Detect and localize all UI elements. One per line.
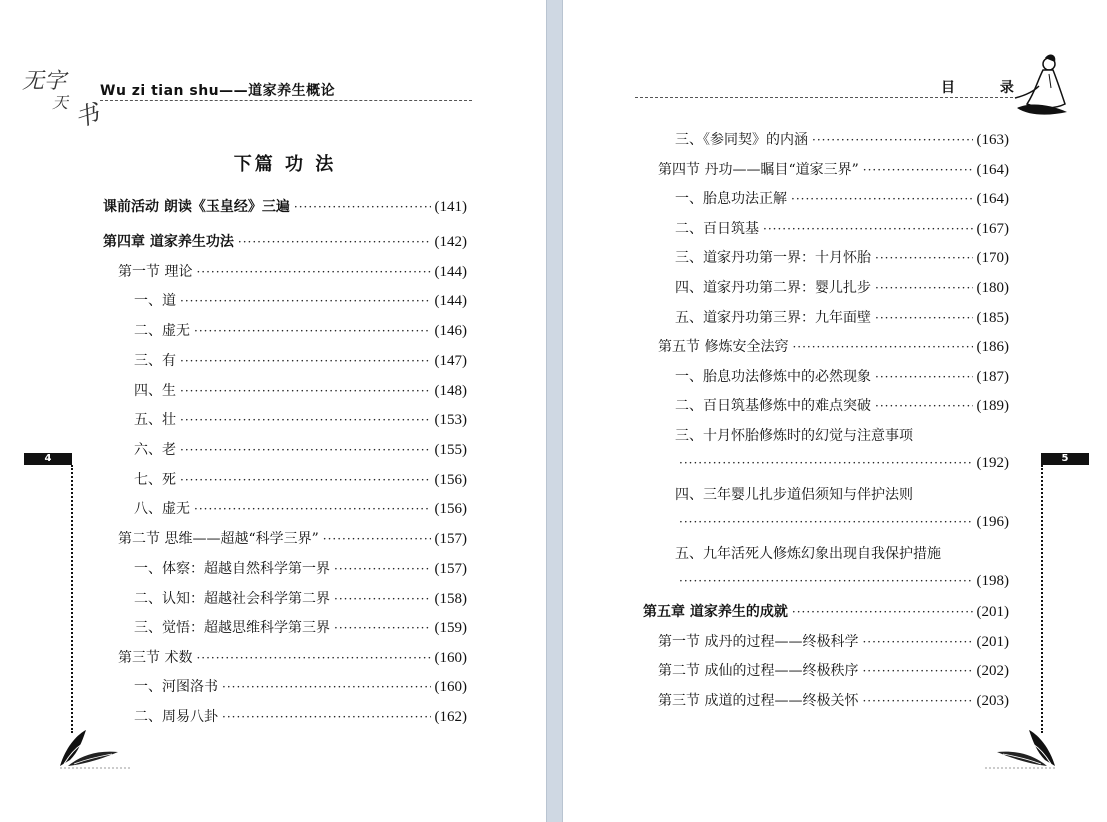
toc-entry [134,558,467,582]
toc-entry-page: (163) [976,132,1009,148]
toc-entry-page: (189) [976,398,1009,414]
leader-dots [222,710,431,724]
toc-entry [658,631,1009,655]
toc-entry-title: 二、虚无 [134,323,190,339]
toc-entry-continuation [679,455,1009,479]
toc-entry-title: 六、老 [134,442,176,458]
header-divider [635,97,1013,98]
leader-dots [180,443,431,457]
toc-entry-title: 第一节 成丹的过程——终极科学 [658,634,859,650]
toc-entry-continuation [679,573,1009,597]
toc-entry [658,159,1009,183]
toc-entry [134,706,467,730]
leader-dots [180,354,431,368]
toc-entry [675,395,1009,419]
margin-dotted-line [1041,465,1043,733]
leader-dots [875,281,973,295]
toc-entry-page: (198) [976,573,1009,589]
leader-dots [196,651,430,665]
toc-entry-page: (155) [434,442,467,458]
toc-entry-title: 四、生 [134,383,176,399]
toc-entry [134,617,467,641]
running-header: 目 录 [941,80,1034,96]
leader-dots [763,222,973,236]
leader-dots [180,413,431,427]
toc-entry-title: 五、道家丹功第三界：九年面壁 [675,310,871,326]
toc-entry-title: 四、三年婴儿扎步道侣须知与伴护法则 [675,487,913,503]
leader-dots [812,133,973,147]
toc-entry-page: (203) [976,693,1009,709]
leader-dots [679,456,973,470]
toc-entry-page: (142) [434,234,467,250]
leader-dots [334,562,431,576]
toc-entry [658,660,1009,684]
leader-dots [862,635,972,649]
toc-entry-title: 五、九年活死人修炼幻象出现自我保护措施 [675,546,941,562]
toc-entry-title: 一、胎息功法修炼中的必然现象 [675,369,871,385]
toc-entry-page: (148) [434,383,467,399]
logo-text-3: 书 [71,98,103,133]
toc-entry [643,601,1009,625]
leader-dots [194,502,431,516]
toc-entry [675,218,1009,242]
leader-dots [792,340,972,354]
toc-entry [103,231,467,255]
toc-entry-title: 第五章 道家养生的成就 [643,604,788,620]
toc-entry-page: (192) [976,455,1009,471]
toc-entry-title: 一、河图洛书 [134,679,218,695]
leader-dots [222,680,431,694]
leader-dots [194,324,431,338]
toc-entry [675,307,1009,331]
toc-entry [134,409,467,433]
toc-entry-title: 课前活动 朗读《玉皇经》三遍 [103,199,290,215]
leader-dots [294,200,431,214]
leader-dots [863,163,973,177]
leader-dots [875,251,973,265]
leader-dots [180,473,431,487]
toc-entry-title: 一、体察：超越自然科学第一界 [134,561,330,577]
toc-entry-title: 三、觉悟：超越思维科学第三界 [134,620,330,636]
toc-entry-title: 第三节 成道的过程——终极关怀 [658,693,859,709]
leader-dots [180,294,431,308]
toc-entry-page: (187) [976,369,1009,385]
toc-entry-continuation [679,514,1009,538]
toc-entry-page: (147) [434,353,467,369]
section-title: 下篇 功 法 [233,154,337,175]
toc-entry-title: 三、《参同契》的内涵 [675,132,808,148]
book-logo [22,58,103,133]
toc-entry-title: 五、壮 [134,412,176,428]
leaf-ornament-icon [983,726,1059,770]
toc-entry [134,380,467,404]
toc-entry [134,588,467,612]
toc-entry [675,129,1009,153]
page-number: 4 [24,453,72,465]
toc-entry-page: (180) [976,280,1009,296]
toc-entry-title: 第四节 丹功——瞩目“道家三界” [658,162,859,178]
toc-entry [134,469,467,493]
sage-figure-icon [1009,52,1069,120]
toc-entry [675,277,1009,301]
leader-dots [334,592,431,606]
left-page [0,0,546,822]
toc-entry [658,336,1009,360]
toc-entry-title: 三、道家丹功第一界：十月怀胎 [675,250,871,266]
leader-dots [323,532,431,546]
page-number: 5 [1041,453,1089,465]
leader-dots [334,621,431,635]
toc-entry [103,196,467,220]
toc-entry-page: (196) [976,514,1009,530]
leader-dots [679,515,973,529]
toc-entry-page: (201) [976,604,1009,620]
toc-entry-page: (201) [976,634,1009,650]
toc-entry-page: (164) [976,191,1009,207]
toc-entry-page: (146) [434,323,467,339]
toc-entry [675,484,1009,508]
toc-entry-page: (141) [434,199,467,215]
toc-entry [675,188,1009,212]
toc-entry [134,439,467,463]
toc-entry [134,320,467,344]
toc-entry-page: (164) [976,162,1009,178]
leader-dots [862,664,972,678]
leaf-ornament-icon [56,726,132,770]
toc-entry-page: (156) [434,501,467,517]
toc-entry-title: 第二节 成仙的过程——终极秩序 [658,663,859,679]
toc-entry-page: (160) [434,679,467,695]
toc-entry-page: (162) [434,709,467,725]
leader-dots [238,235,431,249]
toc-entry [118,261,467,285]
toc-entry-title: 二、百日筑基 [675,221,759,237]
toc-entry [134,350,467,374]
toc-entry-page: (157) [434,561,467,577]
toc-entry-title: 三、十月怀胎修炼时的幻觉与注意事项 [675,428,913,444]
leader-dots [679,574,973,588]
toc-entry-title: 二、认知：超越社会科学第二界 [134,591,330,607]
leader-dots [196,265,430,279]
toc-entry-page: (167) [976,221,1009,237]
toc-entry-page: (159) [434,620,467,636]
toc-entry-page: (144) [434,293,467,309]
toc-entry-page: (170) [976,250,1009,266]
leader-dots [875,311,973,325]
toc-entry-title: 一、胎息功法正解 [675,191,787,207]
toc-entry [118,647,467,671]
logo-text-2: 天 [52,93,69,112]
toc-entry-title: 第三节 术数 [118,650,193,666]
leader-dots [792,605,973,619]
toc-entry [675,366,1009,390]
toc-entry [675,543,1009,567]
right-page [563,0,1107,822]
toc-entry [134,498,467,522]
toc-entry [658,690,1009,714]
leader-dots [875,370,973,384]
book-gutter [546,0,563,822]
logo-text-1: 无字 [22,69,67,94]
toc-entry [118,528,467,552]
leader-dots [180,384,431,398]
toc-entry-page: (144) [434,264,467,280]
toc-entry [675,425,1009,449]
toc-entry-title: 二、周易八卦 [134,709,218,725]
toc-entry-title: 三、有 [134,353,176,369]
toc-entry [675,247,1009,271]
leader-dots [791,192,973,206]
toc-entry-title: 二、百日筑基修炼中的难点突破 [675,398,871,414]
toc-entry-title: 第五节 修炼安全法窍 [658,339,789,355]
toc-entry-title: 第四章 道家养生功法 [103,234,234,250]
toc-entry-title: 八、虚无 [134,501,190,517]
toc-entry-title: 四、道家丹功第二界：婴儿扎步 [675,280,871,296]
toc-entry-page: (160) [434,650,467,666]
toc-entry-page: (153) [434,412,467,428]
toc-entry-page: (186) [976,339,1009,355]
running-header: Wu zi tian shu——道家养生概论 [100,83,336,99]
leader-dots [862,694,972,708]
margin-dotted-line [71,465,73,733]
header-divider [100,100,472,101]
toc-entry-page: (158) [434,591,467,607]
toc-entry [134,676,467,700]
toc-entry-page: (202) [976,663,1009,679]
toc-entry-page: (157) [434,531,467,547]
toc-entry-title: 第二节 思维——超越“科学三界” [118,531,319,547]
toc-entry-page: (156) [434,472,467,488]
toc-entry [134,290,467,314]
leader-dots [875,399,973,413]
toc-entry-title: 第一节 理论 [118,264,193,280]
toc-entry-title: 一、道 [134,293,176,309]
toc-entry-title: 七、死 [134,472,176,488]
toc-entry-page: (185) [976,310,1009,326]
